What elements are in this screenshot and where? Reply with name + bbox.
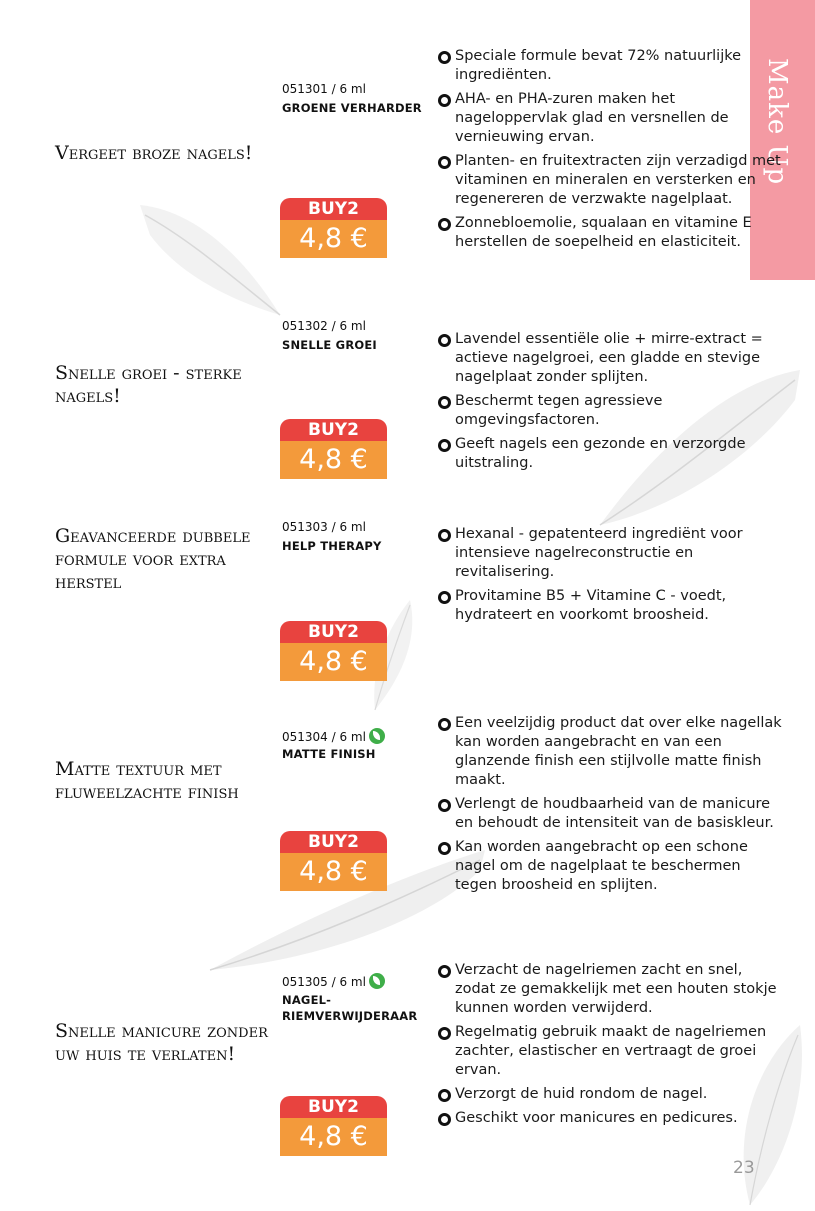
bullet-icon xyxy=(438,334,451,347)
section-tab-label: Make Up xyxy=(762,58,792,186)
bullet-icon xyxy=(438,1027,451,1040)
product-code: 051305 / 6 ml xyxy=(282,973,452,990)
product-heading: Vergeet broze nagels! xyxy=(55,142,253,164)
bullet-icon xyxy=(438,842,451,855)
feature-item: Kan worden aangebracht op een schone nagel om de nagelplaat te beschermen tegen broosheid en splijten. xyxy=(438,838,783,895)
feature-item: Verzacht de nagelriemen zacht en snel, zodat ze gemakkelijk met een houten stokje kunnen worden verwijderd. xyxy=(438,961,783,1018)
eco-leaf-icon xyxy=(369,973,385,989)
product-heading: Geavanceerde dubbele formule voor extra herstel xyxy=(55,525,251,593)
feature-list xyxy=(438,47,783,257)
feature-item: Verlengt de houdbaarheid van de manicure en behoudt de intensiteit van de basiskleur. xyxy=(438,795,783,833)
feature-item: Geeft nagels een gezonde en verzorgde uitstraling. xyxy=(438,435,783,473)
price-label: 4,8 € xyxy=(280,220,387,258)
product-code: 051304 / 6 ml xyxy=(282,728,452,745)
bullet-icon xyxy=(438,94,451,107)
product-heading: Snelle manicure zonder uw huis te verlaten! xyxy=(55,1020,268,1065)
feature-list xyxy=(438,330,783,478)
bullet-icon xyxy=(438,1089,451,1102)
feature-item: Geschikt voor manicures en pedicures. xyxy=(438,1109,783,1128)
product-code: 051301 / 6 ml xyxy=(282,82,366,96)
product-name: SNELLE GROEI xyxy=(282,338,377,352)
product-code: 051302 / 6 ml xyxy=(282,319,366,333)
product-name: MATTE FINISH xyxy=(282,747,376,761)
feature-list xyxy=(438,714,783,900)
feature-item: Zonnebloemolie, squalaan en vitamine E herstellen de soepelheid en elasticiteit. xyxy=(438,214,783,252)
promo-label: BUY2 xyxy=(280,621,387,643)
feature-item: Planten- en fruitextracten zijn verzadigd met vitaminen en mineralen en versterken en regenereren de verzwakte nagelplaat. xyxy=(438,152,783,209)
price-label: 4,8 € xyxy=(280,853,387,891)
feature-item: AHA- en PHA-zuren maken het nageloppervlak glad en versnellen de vernieuwing ervan. xyxy=(438,90,783,147)
product-code: 051303 / 6 ml xyxy=(282,520,366,534)
bullet-icon xyxy=(438,396,451,409)
price-badge xyxy=(280,621,387,681)
product-name: GROENE VERHARDER xyxy=(282,101,422,115)
feature-item: Speciale formule bevat 72% natuurlijke ingrediënten. xyxy=(438,47,783,85)
promo-label: BUY2 xyxy=(280,419,387,441)
bullet-icon xyxy=(438,965,451,978)
bullet-icon xyxy=(438,799,451,812)
price-label: 4,8 € xyxy=(280,1118,387,1156)
bullet-icon xyxy=(438,439,451,452)
bullet-icon xyxy=(438,156,451,169)
product-heading: Snelle groei - sterke nagels! xyxy=(55,362,242,407)
feature-item: Regelmatig gebruik maakt de nagelriemen zachter, elastischer en vertraagt de groei ervan. xyxy=(438,1023,783,1080)
bullet-icon xyxy=(438,718,451,731)
price-badge xyxy=(280,198,387,258)
feature-item: Hexanal - gepatenteerd ingrediënt voor intensieve nagelreconstructie en revitalisering. xyxy=(438,525,783,582)
promo-label: BUY2 xyxy=(280,831,387,853)
price-badge xyxy=(280,1096,387,1156)
feather-decoration-1 xyxy=(130,190,290,330)
bullet-icon xyxy=(438,591,451,604)
bullet-icon xyxy=(438,529,451,542)
product-heading: Matte textuur met fluweelzachte finish xyxy=(55,758,239,803)
price-badge xyxy=(280,831,387,891)
feature-item: Beschermt tegen agressieve omgevingsfactoren. xyxy=(438,392,783,430)
feature-item: Een veelzijdig product dat over elke nagellak kan worden aangebracht en van een glanzende finish een stijlvolle matte finish maakt. xyxy=(438,714,783,790)
promo-label: BUY2 xyxy=(280,1096,387,1118)
page-number: 23 xyxy=(733,1158,755,1178)
eco-leaf-icon xyxy=(369,728,385,744)
price-badge xyxy=(280,419,387,479)
product-name: HELP THERAPY xyxy=(282,539,382,553)
feature-list xyxy=(438,961,783,1133)
feature-list xyxy=(438,525,783,630)
bullet-icon xyxy=(438,218,451,231)
price-label: 4,8 € xyxy=(280,643,387,681)
bullet-icon xyxy=(438,51,451,64)
bullet-icon xyxy=(438,1113,451,1126)
price-label: 4,8 € xyxy=(280,441,387,479)
promo-label: BUY2 xyxy=(280,198,387,220)
feature-item: Provitamine B5 + Vitamine C - voedt, hydrateert en voorkomt broosheid. xyxy=(438,587,783,625)
feature-item: Verzorgt de huid rondom de nagel. xyxy=(438,1085,783,1104)
feature-item: Lavendel essentiële olie + mirre-extract = actieve nagelgroei, een gladde en stevige nagelplaat zonder splijten. xyxy=(438,330,783,387)
product-name: NAGEL-RIEMVERWIJDERAAR xyxy=(282,993,418,1023)
